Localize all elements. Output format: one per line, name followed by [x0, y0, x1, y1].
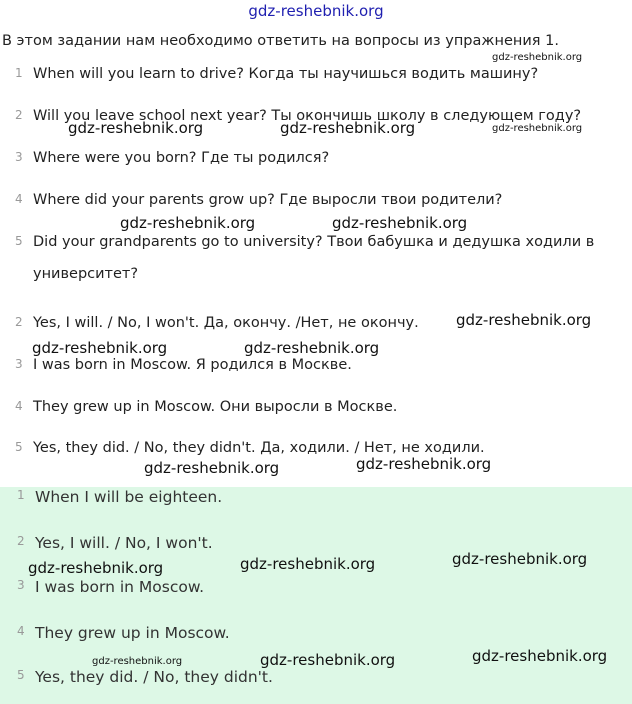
- watermark: gdz-reshebnik.org: [92, 656, 183, 667]
- watermark: gdz-reshebnik.org: [260, 651, 396, 669]
- item-text: Where were you born? Где ты родился?: [33, 150, 330, 166]
- item-text: I was born in Moscow. Я родился в Москве.: [33, 357, 352, 373]
- watermark: gdz-reshebnik.org: [472, 647, 608, 665]
- watermark: gdz-reshebnik.org: [120, 214, 256, 232]
- watermark: gdz-reshebnik.org: [492, 123, 583, 134]
- watermark: gdz-reshebnik.org: [456, 311, 592, 329]
- item-number: 1: [15, 66, 23, 80]
- item-number: 4: [15, 192, 23, 206]
- item-number: 2: [15, 315, 23, 329]
- item-text: университет?: [33, 266, 139, 282]
- watermark: gdz-reshebnik.org: [280, 119, 416, 137]
- watermark: gdz-reshebnik.org: [28, 559, 164, 577]
- item-text: Will you leave school next year? Ты окончишь школу в следующем году?: [33, 108, 582, 124]
- item-number: 2: [15, 108, 23, 122]
- watermark: gdz-reshebnik.org: [144, 459, 280, 477]
- item-text: Yes, I will. / No, I won't.: [35, 534, 213, 552]
- intro-text: В этом задании нам необходимо ответить на вопросы из упражнения 1.: [2, 33, 559, 49]
- site-header[interactable]: gdz-reshebnik.org: [248, 2, 384, 20]
- watermark: gdz-reshebnik.org: [452, 550, 588, 568]
- item-number: 2: [17, 534, 25, 548]
- item-text: I was born in Moscow.: [35, 578, 205, 596]
- item-text: Yes, they did. / No, they didn't.: [35, 668, 273, 686]
- item-text: Did your grandparents go to university? Твои бабушка и дедушка ходили в: [33, 234, 595, 250]
- item-number: 5: [17, 668, 25, 682]
- item-number: 5: [15, 440, 23, 454]
- watermark: gdz-reshebnik.org: [332, 214, 468, 232]
- watermark: gdz-reshebnik.org: [244, 339, 380, 357]
- item-text: Yes, I will. / No, I won't. Да, окончу. /Нет, не окончу.: [33, 315, 419, 331]
- item-text: They grew up in Moscow. Они выросли в Москве.: [33, 399, 398, 415]
- item-number: 3: [15, 150, 23, 164]
- item-number: 3: [15, 357, 23, 371]
- watermark: gdz-reshebnik.org: [240, 555, 376, 573]
- item-number: 3: [17, 578, 25, 592]
- watermark: gdz-reshebnik.org: [492, 52, 583, 63]
- watermark: gdz-reshebnik.org: [68, 119, 204, 137]
- item-text: Yes, they did. / No, they didn't. Да, ходили. / Нет, не ходили.: [33, 440, 485, 456]
- watermark: gdz-reshebnik.org: [356, 455, 492, 473]
- watermark: gdz-reshebnik.org: [32, 339, 168, 357]
- item-number: 5: [15, 234, 23, 248]
- item-number: 4: [15, 399, 23, 413]
- item-text: When will you learn to drive? Когда ты научишься водить машину?: [33, 66, 539, 82]
- item-text: Where did your parents grow up? Где выросли твои родители?: [33, 192, 503, 208]
- item-text: When I will be eighteen.: [35, 488, 223, 506]
- item-text: They grew up in Moscow.: [35, 624, 230, 642]
- item-number: 4: [17, 624, 25, 638]
- item-number: 1: [17, 488, 25, 502]
